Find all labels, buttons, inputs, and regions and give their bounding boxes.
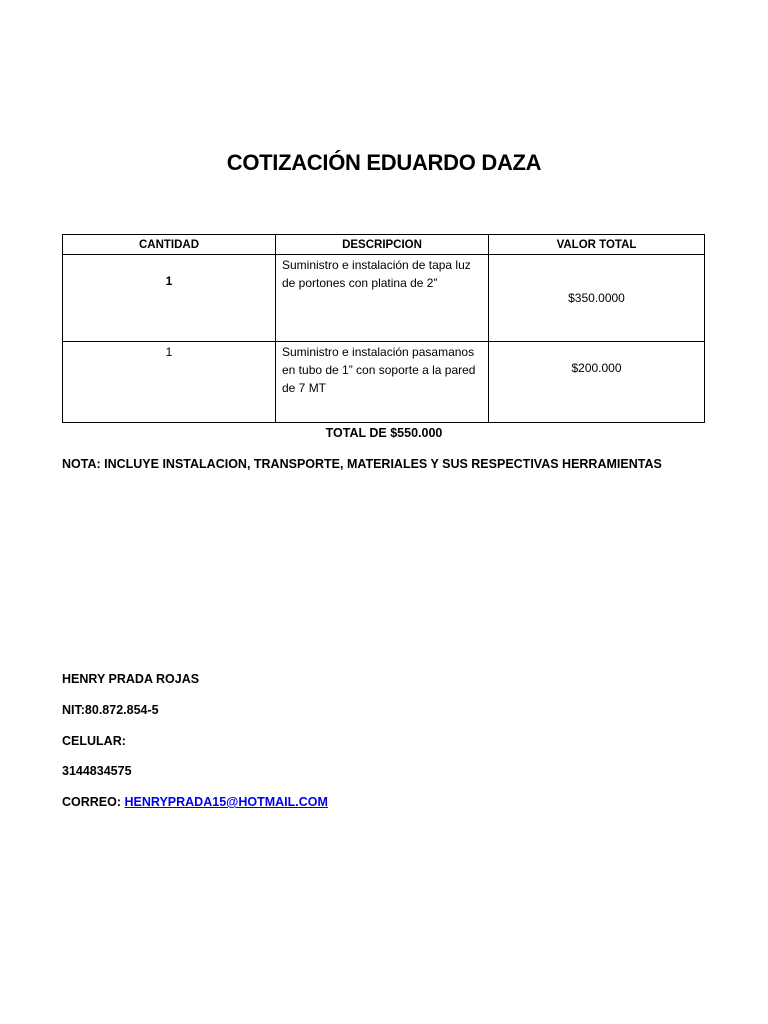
table-header-row [63,235,705,255]
contact-email-line [62,795,328,809]
table-row [63,255,705,342]
quantity-value: 1 [165,274,173,288]
contact-phone-label: CELULAR: [62,734,126,748]
value-amount: $350.0000 [568,291,625,305]
quote-table [62,234,705,423]
column-header-quantity: CANTIDAD [63,235,276,255]
value-amount: $200.000 [571,361,622,375]
table-row [63,342,705,423]
quantity-cell [63,342,276,423]
contact-phone: 3144834575 [62,764,132,778]
description-cell [276,255,489,342]
contact-nit: NIT:80.872.854-5 [62,703,159,717]
column-header-total-value: VALOR TOTAL [489,235,705,255]
value-cell [489,342,705,423]
quantity-cell [63,255,276,342]
contact-email-label: CORREO: [62,795,125,809]
description-cell [276,342,489,423]
total-line: TOTAL DE $550.000 [325,426,443,440]
description-text: Suministro e instalación de tapa luz de portones con platina de 2” [282,258,471,290]
note-text: NOTA: INCLUYE INSTALACION, TRANSPORTE, MATERIALES Y SUS RESPECTIVAS HERRAMIENTAS [62,457,662,471]
document-title: COTIZACIÓN EDUARDO DAZA [226,150,542,175]
column-header-description: DESCRIPCION [276,235,489,255]
quantity-value: 1 [165,345,173,359]
description-text: Suministro e instalación pasamanos en tubo de 1” con soporte a la pared de 7 MT [282,345,476,395]
contact-email-link[interactable]: HENRYPRADA15@HOTMAIL.COM [124,795,328,809]
contact-name: HENRY PRADA ROJAS [62,672,200,686]
value-cell [489,255,705,342]
